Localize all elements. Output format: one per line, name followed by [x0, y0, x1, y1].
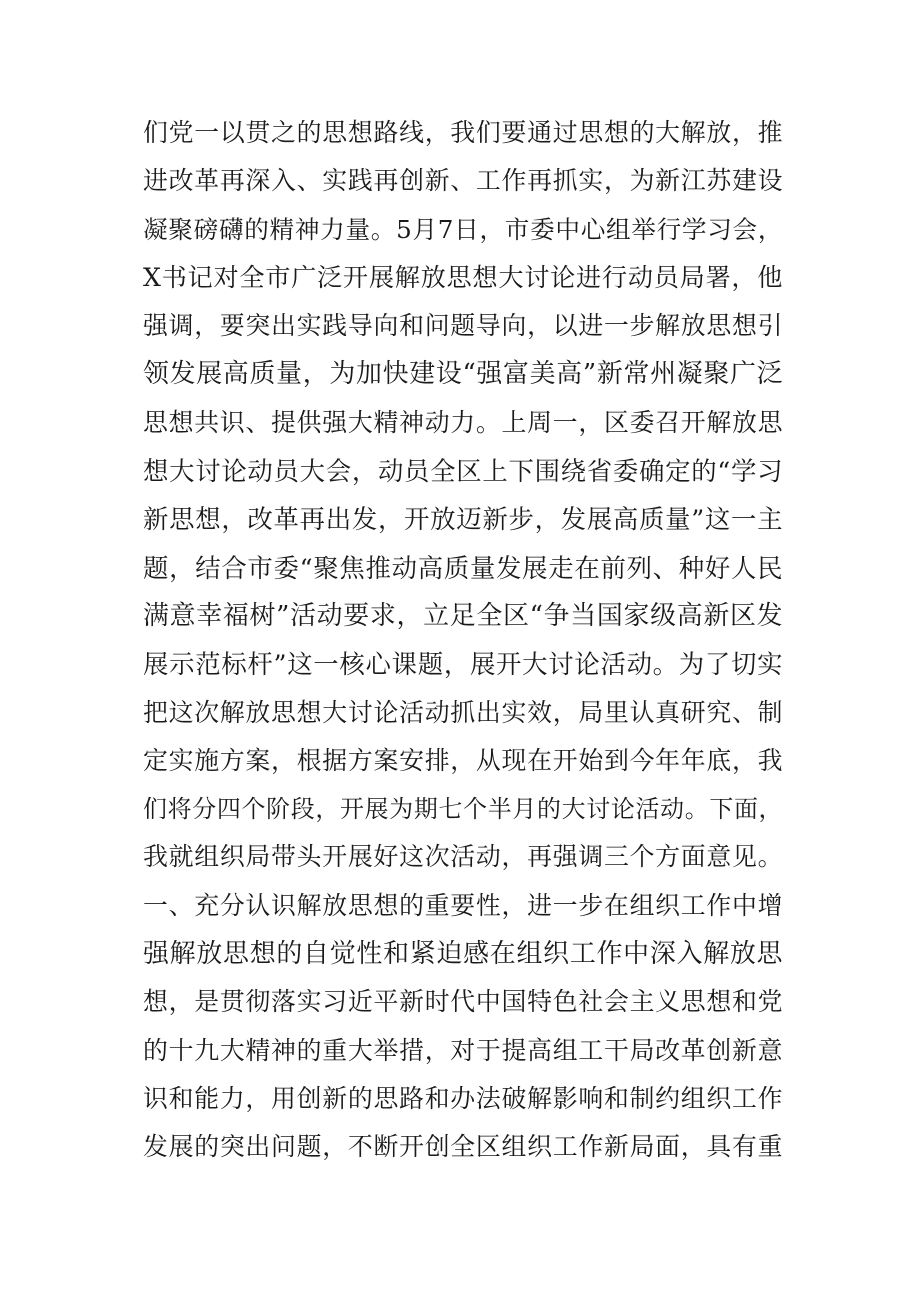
- text-line: 发展的突出问题，不断开创全区组织工作新局面，具有重: [143, 1132, 783, 1162]
- text-line: 思想共识、提供强大精神动力。上周一，区委召开解放思: [143, 407, 783, 437]
- section-heading-line: 强解放思想的自觉性和紧迫感在组织工作中深入解放思: [143, 939, 783, 970]
- text-line: 题，结合市委“聚焦推动高质量发展走在前列、种好人民: [143, 552, 783, 583]
- body-text: [143, 109, 783, 1172]
- text-line: 新思想，改革再出发，开放迈新步，发展高质量”这一主: [143, 504, 783, 535]
- text-line: 们将分四个阶段，开展为期七个半月的大讨论活动。下面，: [143, 795, 783, 824]
- text-line: 的十九大精神的重大举措，对于提高组工干局改革创新意: [143, 1035, 783, 1065]
- text-line: 强调，要突出实践导向和问题导向，以进一步解放思想引: [143, 311, 783, 341]
- text-line: 展示范标杆”这一核心课题，展开大讨论活动。为了切实: [143, 649, 783, 680]
- text-line: 定实施方案，根据方案安排，从现在开始到今年年底，我: [143, 745, 783, 775]
- text-line: 我就组织局带头开展好这次活动，再强调三个方面意见。: [143, 842, 783, 872]
- text-line: 想，是贯彻落实习近平新时代中国特色社会主义思想和党: [143, 987, 783, 1017]
- text-line: 凝聚磅礴的精神力量。5月7日，市委中心组举行学习会，: [143, 214, 783, 244]
- text-line: 们党一以贯之的思想路线，我们要通过思想的大解放，推: [143, 118, 783, 147]
- section-heading-line: 一、充分认识解放思想的重要性，进一步在组织工作中增: [143, 890, 783, 920]
- text-line: 识和能力，用创新的思路和办法破解影响和制约组织工作: [143, 1083, 783, 1113]
- text-line: X书记对全市广泛开展解放思想大讨论进行动员局署，他: [143, 262, 783, 292]
- text-line: 领发展高质量，为加快建设“强富美高”新常州凝聚广泛: [143, 359, 783, 390]
- text-line: 把这次解放思想大讨论活动抓出实效，局里认真研究、制: [143, 697, 783, 727]
- text-line: 满意幸福树”活动要求，立足全区“争当国家级高新区发: [143, 600, 783, 631]
- text-line: 想大讨论动员大会，动员全区上下围绕省委确定的“学习: [143, 456, 783, 487]
- text-line: 进改革再深入、实践再创新、工作再抓实，为新江苏建设: [143, 166, 783, 196]
